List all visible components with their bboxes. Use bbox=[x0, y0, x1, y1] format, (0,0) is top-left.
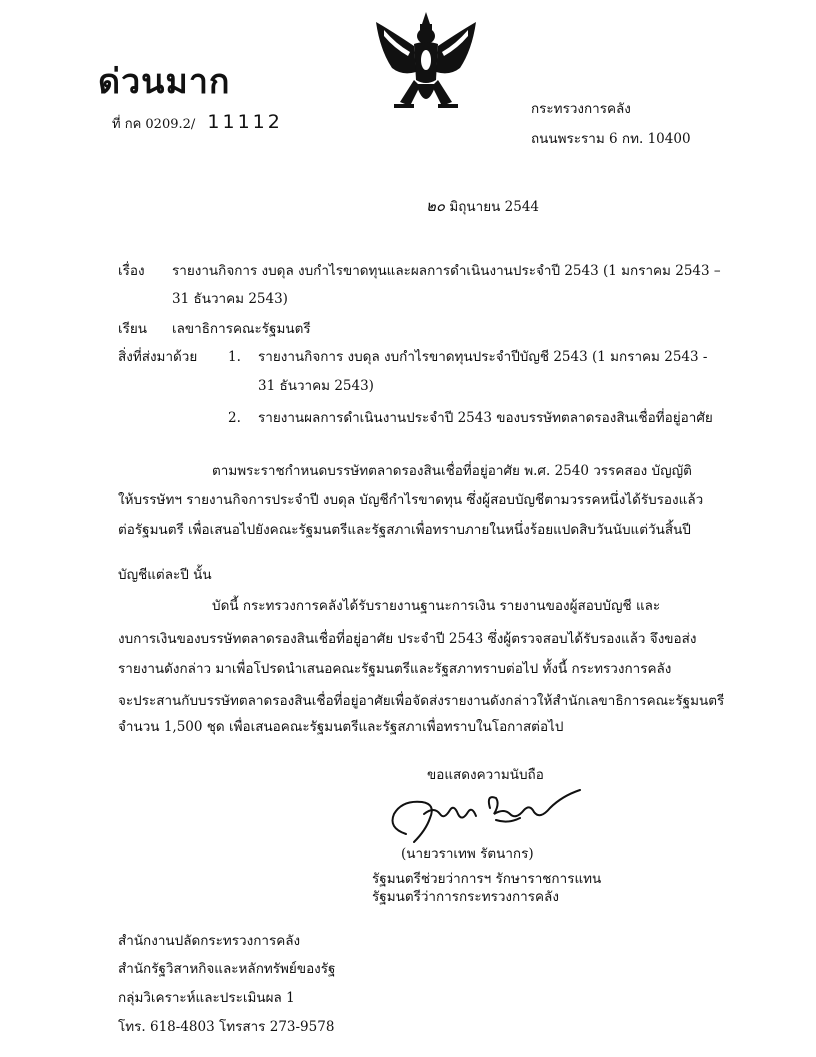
signatory-name: (นายวราเทพ รัตนากร) bbox=[401, 846, 534, 862]
sender-address: ถนนพระราม 6 กท. 10400 bbox=[531, 131, 691, 147]
body-p1-line-4: บัญชีแต่ละปี นั้น bbox=[118, 567, 212, 583]
attachment-1-line-2: 31 ธันวาคม 2543) bbox=[258, 378, 374, 394]
document-number-handwritten: 11112 bbox=[207, 111, 283, 133]
closing-phrase: ขอแสดงความนับถือ bbox=[427, 767, 544, 783]
attachment-1-line-1: รายงานกิจการ งบดุล งบกำไรขาดทุนประจำปีบัญชี 2543 (1 มกราคม 2543 - bbox=[258, 349, 708, 365]
attachment-1-number: 1. bbox=[228, 349, 241, 365]
date-day-handwritten: ๒๐ bbox=[426, 197, 446, 215]
footer-bureau: สำนักรัฐวิสาหกิจและหลักทรัพย์ของรัฐ bbox=[118, 961, 336, 977]
body-p2-line-4: จะประสานกับบรรษัทตลาดรองสินเชื่อที่อยู่อาศัยเพื่อจัดส่งรายงานดังกล่าวให้สำนักเลขาธิการคณะรัฐมนตรี bbox=[118, 693, 725, 709]
footer-office: สำนักงานปลัดกระทรวงการคลัง bbox=[118, 933, 301, 949]
subject-label: เรื่อง bbox=[118, 263, 145, 279]
body-p1-line-2: ให้บรรษัทฯ รายงานกิจการประจำปี งบดุล บัญชีกำไรขาดทุน ซึ่งผู้สอบบัญชีตามวรรคหนึ่งได้รับรองแล้ว bbox=[118, 492, 704, 508]
attachments-label: สิ่งที่ส่งมาด้วย bbox=[118, 349, 198, 365]
body-p1-line-3: ต่อรัฐมนตรี เพื่อเสนอไปยังคณะรัฐมนตรีและรัฐสภาเพื่อทราบภายในหนึ่งร้อยแปดสิบวันนับแต่วันสิ้นปี bbox=[118, 522, 691, 538]
body-p1-line-1: ตามพระราชกำหนดบรรษัทตลาดรองสินเชื่อที่อยู่อาศัย พ.ศ. 2540 วรรคสอง บัญญัติ bbox=[212, 463, 692, 479]
recipient-label: เรียน bbox=[118, 321, 148, 337]
document-date bbox=[426, 197, 539, 215]
body-p2-line-5: จำนวน 1,500 ชุด เพื่อเสนอคณะรัฐมนตรีและรัฐสภาเพื่อทราบในโอกาสต่อไป bbox=[118, 719, 564, 735]
footer-group: กลุ่มวิเคราะห์และประเมินผล 1 bbox=[118, 990, 295, 1006]
document-number bbox=[112, 111, 283, 134]
urgency-stamp: ด่วนมาก bbox=[98, 62, 231, 102]
subject-line-1: รายงานกิจการ งบดุล งบกำไรขาดทุนและผลการดำเนินงานประจำปี 2543 (1 มกราคม 2543 – bbox=[172, 263, 721, 279]
date-month-year: มิถุนายน 2544 bbox=[449, 199, 540, 215]
attachment-2-number: 2. bbox=[228, 410, 241, 426]
handwritten-signature-icon bbox=[384, 784, 584, 850]
attachment-2-line-1: รายงานผลการดำเนินงานประจำปี 2543 ของบรรษัทตลาดรองสินเชื่อที่อยู่อาศัย bbox=[258, 410, 713, 426]
signatory-position-1: รัฐมนตรีช่วยว่าการฯ รักษาราชการแทน bbox=[372, 871, 602, 887]
garuda-emblem-icon bbox=[370, 10, 482, 118]
document-number-prefix: ที่ กค 0209.2/ bbox=[112, 117, 196, 132]
body-p2-line-3: รายงานดังกล่าว มาเพื่อโปรดนำเสนอคณะรัฐมนตรีและรัฐสภาทราบต่อไป ทั้งนี้ กระทรวงการคลัง bbox=[118, 661, 672, 677]
signatory-position-2: รัฐมนตรีว่าการกระทรวงการคลัง bbox=[372, 889, 559, 905]
sender-ministry: กระทรวงการคลัง bbox=[531, 101, 631, 117]
subject-line-2: 31 ธันวาคม 2543) bbox=[172, 291, 288, 307]
recipient-text: เลขาธิการคณะรัฐมนตรี bbox=[172, 321, 311, 337]
body-p2-line-1: บัดนี้ กระทรวงการคลังได้รับรายงานฐานะการเงิน รายงานของผู้สอบบัญชี และ bbox=[212, 598, 661, 614]
footer-contact: โทร. 618-4803 โทรสาร 273-9578 bbox=[118, 1019, 335, 1035]
body-p2-line-2: งบการเงินของบรรษัทตลาดรองสินเชื่อที่อยู่อาศัย ประจำปี 2543 ซึ่งผู้ตรวจสอบได้รับรองแล้ว จึงขอส่ง bbox=[118, 631, 697, 647]
